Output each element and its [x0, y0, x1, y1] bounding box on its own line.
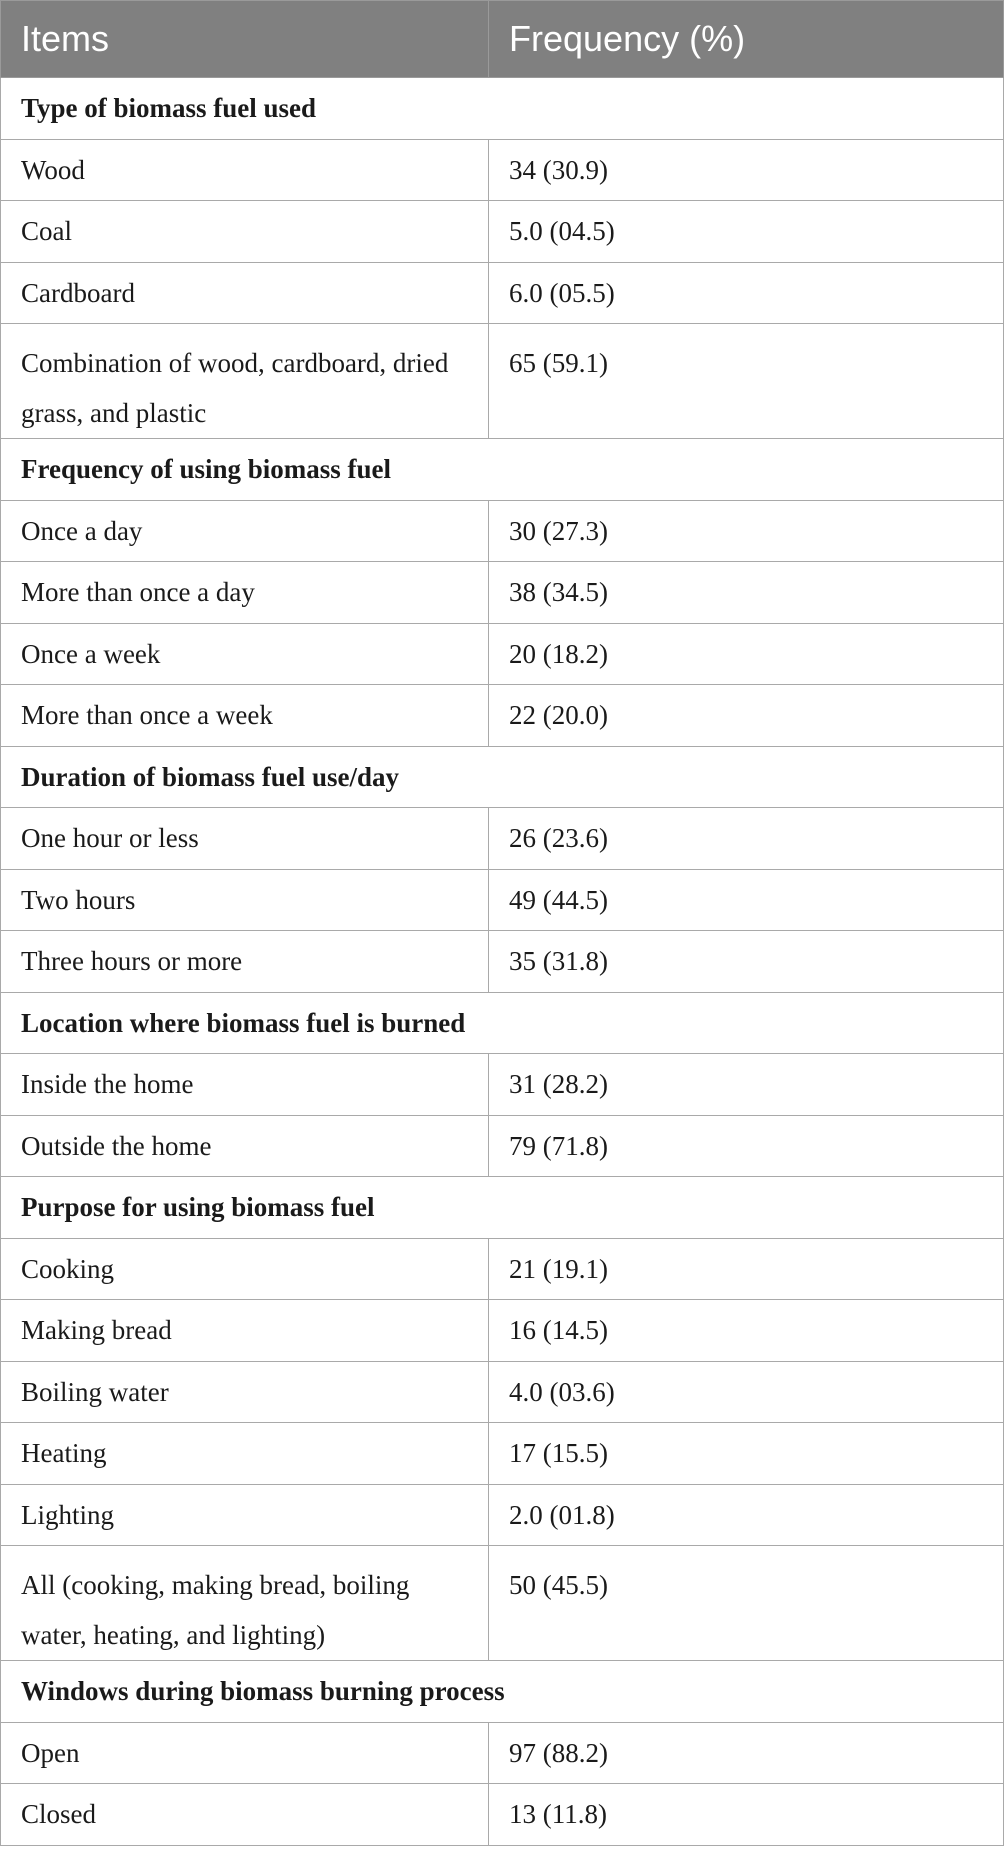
header-items: Items [1, 1, 489, 78]
section-row [1, 1661, 1004, 1723]
frequency-cell: 2.0 (01.8) [489, 1484, 1004, 1546]
frequency-cell: 22 (20.0) [489, 685, 1004, 747]
section-title: Type of biomass fuel used [1, 78, 1004, 140]
table-row [1, 1423, 1004, 1485]
section-title: Windows during biomass burning process [1, 1661, 1004, 1723]
frequency-cell: 26 (23.6) [489, 808, 1004, 870]
section-row [1, 78, 1004, 140]
item-cell: More than once a week [1, 685, 489, 747]
item-cell: Boiling water [1, 1361, 489, 1423]
item-cell: Once a day [1, 500, 489, 562]
item-cell: More than once a day [1, 562, 489, 624]
section-title: Location where biomass fuel is burned [1, 992, 1004, 1054]
table-row [1, 623, 1004, 685]
frequency-cell: 50 (45.5) [489, 1546, 1004, 1661]
frequency-cell: 5.0 (04.5) [489, 201, 1004, 263]
table-body [1, 78, 1004, 1846]
table-row [1, 1238, 1004, 1300]
item-cell: All (cooking, making bread, boiling water, heating, and lighting) [1, 1546, 489, 1661]
table-row [1, 1361, 1004, 1423]
item-cell: Cooking [1, 1238, 489, 1300]
frequency-cell: 6.0 (05.5) [489, 262, 1004, 324]
section-row [1, 746, 1004, 808]
frequency-cell: 30 (27.3) [489, 500, 1004, 562]
frequency-cell: 35 (31.8) [489, 931, 1004, 993]
section-row [1, 1177, 1004, 1239]
section-row [1, 439, 1004, 501]
frequency-cell: 21 (19.1) [489, 1238, 1004, 1300]
item-cell: One hour or less [1, 808, 489, 870]
frequency-cell: 38 (34.5) [489, 562, 1004, 624]
item-cell: Wood [1, 139, 489, 201]
frequency-cell: 17 (15.5) [489, 1423, 1004, 1485]
frequency-cell: 20 (18.2) [489, 623, 1004, 685]
frequency-cell: 97 (88.2) [489, 1722, 1004, 1784]
table-row [1, 1722, 1004, 1784]
section-title: Duration of biomass fuel use/day [1, 746, 1004, 808]
item-cell: Two hours [1, 869, 489, 931]
section-title: Purpose for using biomass fuel [1, 1177, 1004, 1239]
table-row [1, 869, 1004, 931]
item-cell: Inside the home [1, 1054, 489, 1116]
item-cell: Heating [1, 1423, 489, 1485]
header-frequency: Frequency (%) [489, 1, 1004, 78]
frequency-cell: 34 (30.9) [489, 139, 1004, 201]
table-row [1, 324, 1004, 439]
frequency-cell: 4.0 (03.6) [489, 1361, 1004, 1423]
table-row [1, 562, 1004, 624]
frequency-cell: 65 (59.1) [489, 324, 1004, 439]
frequency-cell: 31 (28.2) [489, 1054, 1004, 1116]
item-cell: Lighting [1, 1484, 489, 1546]
table-row [1, 500, 1004, 562]
table-header [1, 1, 1004, 78]
frequency-cell: 16 (14.5) [489, 1300, 1004, 1362]
table-row [1, 1054, 1004, 1116]
item-cell: Once a week [1, 623, 489, 685]
frequency-cell: 49 (44.5) [489, 869, 1004, 931]
item-cell: Outside the home [1, 1115, 489, 1177]
table-row [1, 1784, 1004, 1846]
item-cell: Combination of wood, cardboard, dried grass, and plastic [1, 324, 489, 439]
table-row [1, 1115, 1004, 1177]
table-row [1, 1484, 1004, 1546]
item-cell: Closed [1, 1784, 489, 1846]
table-row [1, 262, 1004, 324]
item-cell: Open [1, 1722, 489, 1784]
frequency-cell: 79 (71.8) [489, 1115, 1004, 1177]
item-cell: Three hours or more [1, 931, 489, 993]
item-cell: Making bread [1, 1300, 489, 1362]
table-row [1, 808, 1004, 870]
section-title: Frequency of using biomass fuel [1, 439, 1004, 501]
section-row [1, 992, 1004, 1054]
item-cell: Coal [1, 201, 489, 263]
table-row [1, 201, 1004, 263]
table-row [1, 1300, 1004, 1362]
table-row [1, 1546, 1004, 1661]
header-row [1, 1, 1004, 78]
frequency-cell: 13 (11.8) [489, 1784, 1004, 1846]
table-row [1, 685, 1004, 747]
item-cell: Cardboard [1, 262, 489, 324]
table-row [1, 931, 1004, 993]
table-row [1, 139, 1004, 201]
